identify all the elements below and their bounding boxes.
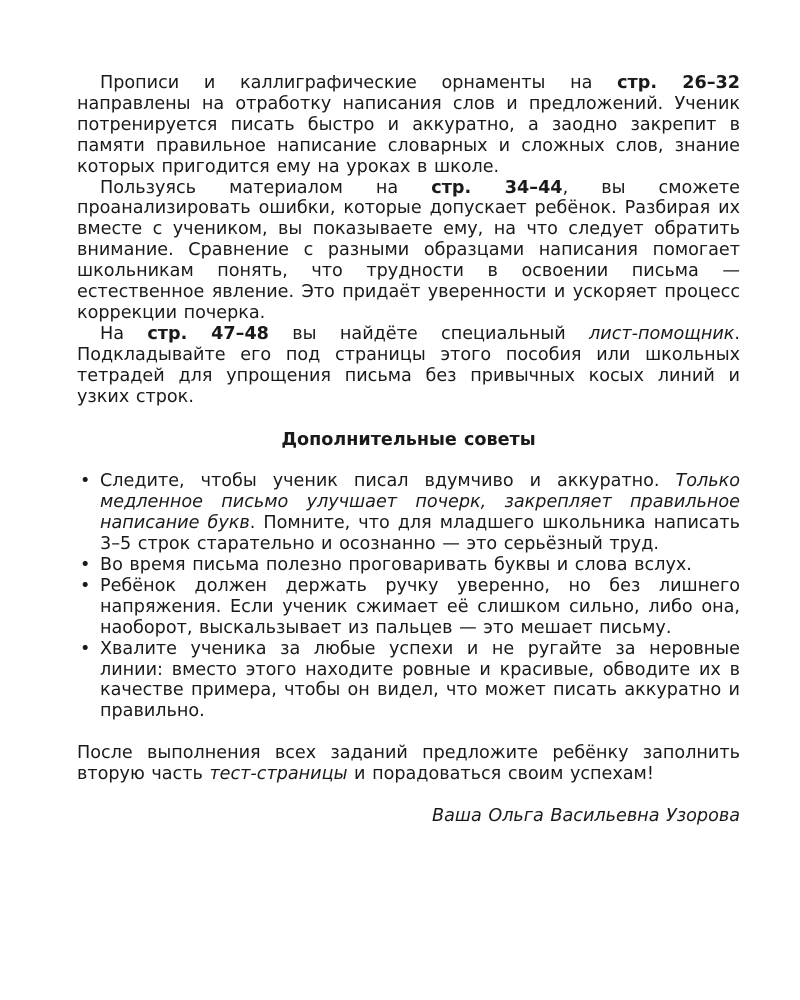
closing-paragraph (77, 743, 740, 785)
tips-list (77, 471, 740, 722)
intro-paragraph-2 (77, 178, 740, 324)
tips-heading: Дополнительные советы (281, 429, 536, 450)
text: направлены на отработку написания слов и предложений. Ученик потренируется писать быстро и аккуратно, а заодно закрепит в памяти правильное написание словарных и сложных слов, знание которых пригодится ему на уроках в школе. (77, 93, 740, 177)
bullet-icon: • (80, 555, 91, 576)
test-page-term: тест-страницы (209, 764, 348, 785)
text: вы найдёте специальный (268, 323, 590, 344)
tip-item (77, 555, 740, 576)
bullet-icon: • (80, 471, 91, 492)
text: . Подкладывайте его под страницы этого пособия или школьных тетрадей для упрощения письма без привычных косых линий и узких строк. (77, 323, 741, 407)
text: Во время письма полезно проговаривать буквы и слова вслух. (100, 555, 692, 576)
bullet-icon: • (80, 638, 91, 659)
text: На (100, 323, 148, 344)
page-ref-34-44: стр. 34–44 (431, 177, 563, 198)
text: . Помните, что для младшего школьника написать 3–5 строк старательно и осознанно — это серьёзный труд. (100, 513, 740, 555)
text: Хвалите ученика за любые успехи и не ругайте за неровные линии: вместо этого находите ровные и красивые, обводите их в качестве примера, чтобы он видел, что может писать аккуратно и правильно. (100, 638, 740, 722)
author-signature: Ваша Ольга Васильевна Узорова (432, 806, 740, 827)
tip-item (77, 471, 740, 555)
page-ref-26-32: стр. 26–32 (617, 73, 740, 93)
page-ref-47-48: стр. 47–48 (147, 323, 269, 344)
tip-item (77, 576, 740, 639)
page (77, 73, 740, 827)
helper-sheet-term: лист-помощник (589, 323, 735, 344)
text: После выполнения всех заданий предложите ребёнку заполнить вторую часть (77, 743, 740, 785)
bullet-icon: • (80, 575, 91, 596)
tip-item (77, 639, 740, 723)
text: , вы сможете проанализировать ошибки, которые допускает ребёнок. Разбирая их вместе с учеником, вы показываете ему, на что следует обратить внимание. Сравнение с разными образцами написания помогает школьникам понять, что трудности в освоении письма — естественное явление. Это придаёт уверенности и ускоряет процесс коррекции почерка. (77, 177, 741, 323)
text: и порадоваться своим успехам! (347, 764, 654, 785)
text: Прописи и каллиграфические орнаменты на (100, 73, 618, 93)
text: Пользуясь материалом на (100, 177, 432, 198)
intro-paragraph-1 (77, 73, 740, 178)
emphasis: Только медленное письмо улучшает почерк, закрепляет правильное написание букв (100, 471, 740, 534)
intro-paragraph-3 (77, 324, 740, 408)
text: Следите, чтобы ученик писал вдумчиво и аккуратно. (100, 471, 676, 492)
text: Ребёнок должен держать ручку уверенно, но без лишнего напряжения. Если ученик сжимает её слишком сильно, либо она, наоборот, выскальзывает из пальцев — это мешает письму. (100, 575, 740, 638)
